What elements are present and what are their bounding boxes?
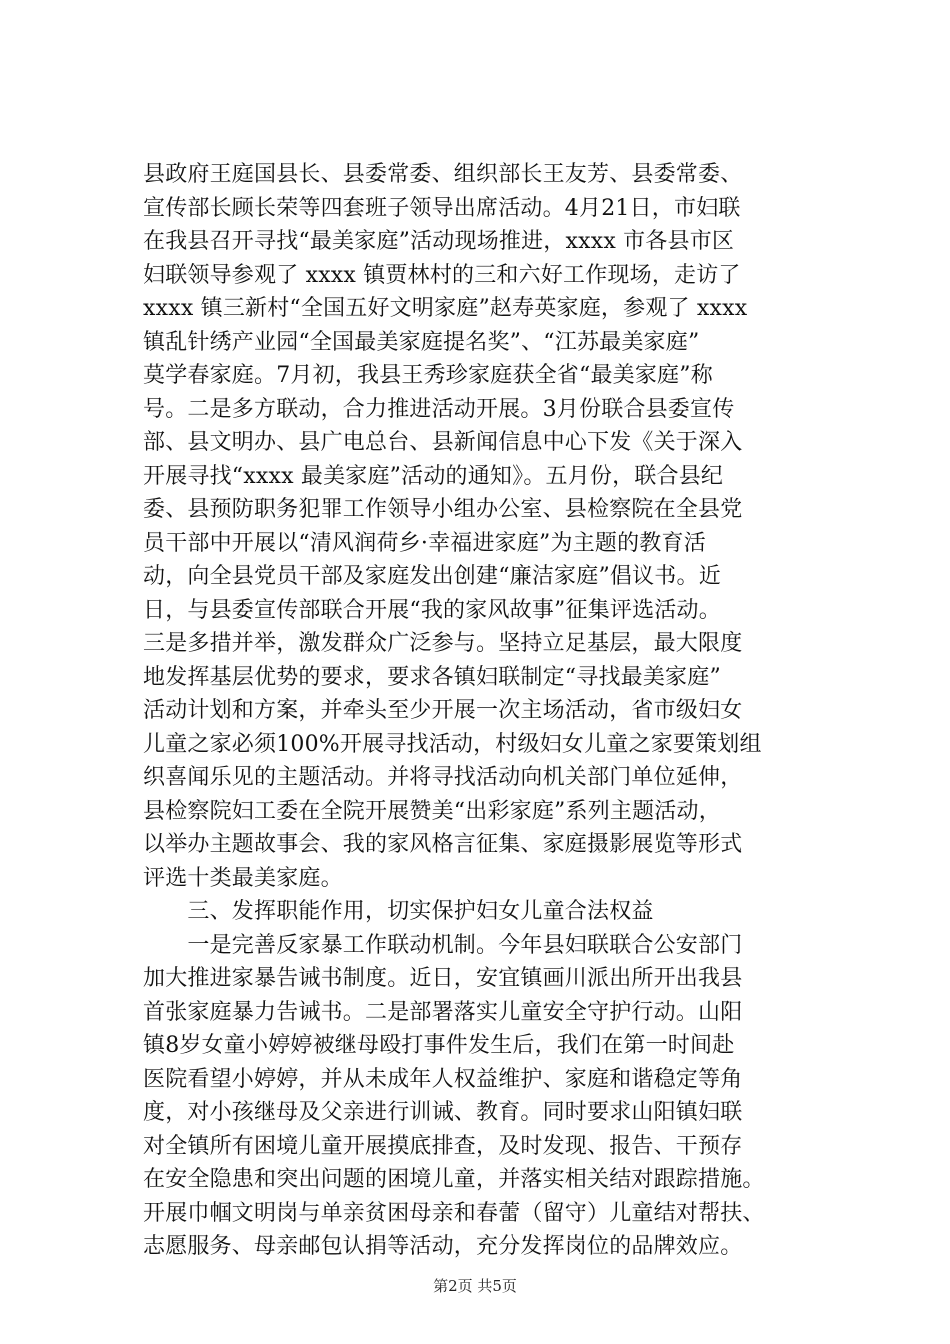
text-line: 活动计划和方案，并牵头至少开展一次主场活动，省市级妇女 xyxy=(143,698,743,723)
text-line: 镇乱针绣产业园“全国最美家庭提名奖”、“江苏最美家庭” xyxy=(143,329,700,355)
text-line: 部、县文明办、县广电总台、县新闻信息中心下发《关于深入 xyxy=(143,430,743,455)
text-line: 三是多措并举，激发群众广泛参与。坚持立足基层，最大限度 xyxy=(143,631,743,656)
text-line: 县检察院妇工委在全院开展赞美“出彩家庭”系列主题活动， xyxy=(143,798,721,824)
text-line: 员干部中开展以“清风润荷乡·幸福进家庭”为主题的教育活 xyxy=(143,530,706,556)
text-line: 对全镇所有困境儿童开展摸底排查，及时发现、报告、干预存 xyxy=(143,1133,743,1159)
text-line: 开展巾帼文明岗与单亲贫困母亲和春蕾（留守）儿童结对帮扶、 xyxy=(143,1200,765,1226)
text-line: 日，与县委宣传部联合开展“我的家风故事”征集评选活动。 xyxy=(143,597,721,623)
text-line: 加大推进家暴告诫书制度。近日，安宜镇画川派出所开出我县 xyxy=(143,966,743,991)
text-line: 首张家庭暴力告诫书。二是部署落实儿童安全守护行动。山阳 xyxy=(143,999,743,1025)
document-body xyxy=(143,158,843,1264)
text-line: 号。二是多方联动，合力推进活动开展。3月份联合县委宣传 xyxy=(143,396,735,422)
text-line: 在我县召开寻找“最美家庭”活动现场推进，xxxx 市各县市区 xyxy=(143,229,735,254)
page-number-footer: 第2页 共5页 xyxy=(433,1277,517,1295)
section-heading: 三、发挥职能作用，切实保护妇女儿童合法权益 xyxy=(143,899,654,924)
text-line: 度，对小孩继母及父亲进行训诫、教育。同时要求山阳镇妇联 xyxy=(143,1100,743,1125)
text-line: 委、县预防职务犯罪工作领导小组办公室、县检察院在全县党 xyxy=(143,497,743,522)
text-line: 医院看望小婷婷，并从未成年人权益维护、家庭和谐稳定等角 xyxy=(143,1066,743,1092)
text-line: 织喜闻乐见的主题活动。并将寻找活动向机关部门单位延伸， xyxy=(143,765,743,790)
text-line: 镇8岁女童小婷婷被继母殴打事件发生后，我们在第一时间赴 xyxy=(143,1033,735,1058)
text-line: 莫学春家庭。7月初，我县王秀珍家庭获全省“最美家庭”称 xyxy=(143,363,713,388)
text-line: 妇联领导参观了 xxxx 镇贾林村的三和六好工作现场，走访了 xyxy=(143,262,741,288)
text-line: 志愿服务、母亲邮包认捐等活动，充分发挥岗位的品牌效应。 xyxy=(143,1234,743,1259)
text-line: 以举办主题故事会、我的家风格言征集、家庭摄影展览等形式 xyxy=(143,832,743,857)
text-line: 县政府王庭国县长、县委常委、组织部长王友芳、县委常委、 xyxy=(143,162,743,187)
text-line: 一是完善反家暴工作联动机制。今年县妇联联合公安部门 xyxy=(143,932,743,958)
text-line: 动，向全县党员干部及家庭发出创建“廉洁家庭”倡议书。近 xyxy=(143,564,721,589)
text-line: 地发挥基层优势的要求，要求各镇妇联制定“寻找最美家庭” xyxy=(143,664,721,690)
text-line: 宣传部长顾长荣等四套班子领导出席活动。4月21日，市妇联 xyxy=(143,195,741,221)
text-line: 在安全隐患和突出问题的困境儿童，并落实相关结对跟踪措施。 xyxy=(143,1167,765,1192)
text-line: 儿童之家必须100%开展寻找活动，村级妇女儿童之家要策划组 xyxy=(143,731,762,757)
text-line: 评选十类最美家庭。 xyxy=(143,865,343,891)
text-line: xxxx 镇三新村“全国五好文明家庭”赵寿英家庭，参观了 xxxx xyxy=(143,296,748,321)
text-line: 开展寻找“xxxx 最美家庭”活动的通知》。五月份，联合县纪 xyxy=(143,463,724,489)
